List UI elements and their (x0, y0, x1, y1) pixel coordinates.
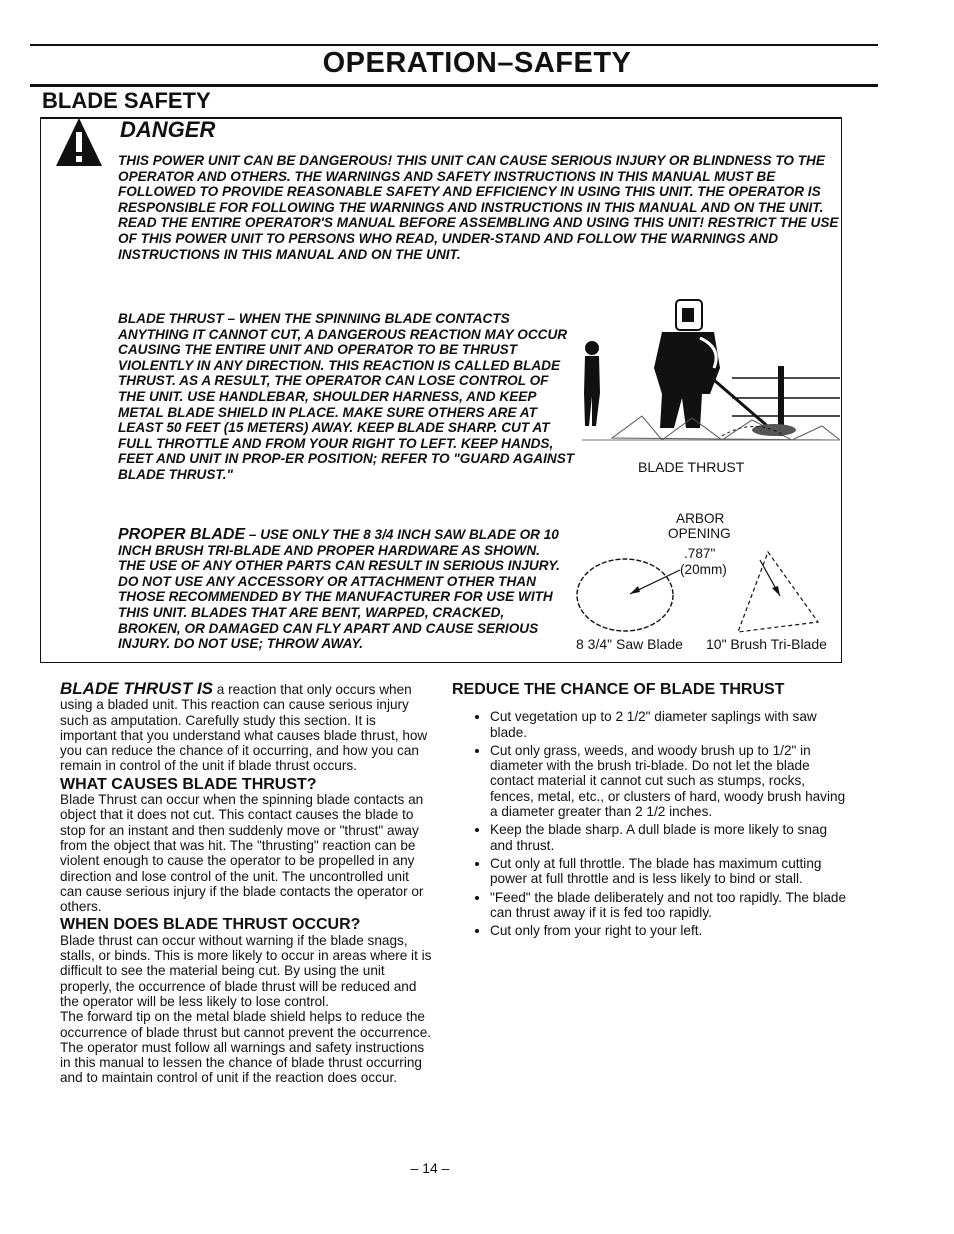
danger-label: DANGER (120, 117, 216, 142)
what-causes-text: Blade Thrust can occur when the spinning blade contacts an object that it does not cut. This contact causes the blade to stop for an instant and then suddenly move or "thrust" away from the object that was hit. The "thrusting" reaction can be violent enough to cause the operator to be propelled in any direction and lose control of the unit. The uncontrolled unit can cause serious injury if the blade contacts the operator or others. (60, 792, 424, 915)
saw-blade-caption: 8 3/4" Saw Blade (576, 636, 683, 652)
section-title: BLADE SAFETY (42, 88, 211, 113)
intro-lead: BLADE THRUST IS (60, 679, 213, 698)
arbor-label-line2: OPENING (668, 526, 731, 541)
heading-what-causes: WHAT CAUSES BLADE THRUST? (60, 775, 317, 793)
arbor-size: .787" (684, 546, 716, 561)
list-item: • Cut vegetation up to 2 1/2" diameter saplings with saw blade. (490, 709, 848, 740)
top-rule (30, 44, 878, 46)
list-item: • Keep the blade sharp. A dull blade is more likely to snag and thrust. (490, 822, 848, 853)
saw-and-tri-blade-illustration (570, 530, 840, 640)
danger-text: THIS POWER UNIT CAN BE DANGEROUS! THIS UNIT CAN CAUSE SERIOUS INJURY OR BLINDNESS TO THE OPERATOR AND OTHERS. THE WARNINGS AND SAFETY INSTRUCTIONS IN THIS MANUAL MUST BE FOLLOWED TO PROVIDE REASONABLE SAFETY AND EFFICIENCY IN USING THIS UNIT. THE OPERATOR IS RESPONSIBLE FOR FOLLOWING THE WARNINGS AND INSTRUCTIONS IN THIS MANUAL AND ON THE UNIT. READ THE ENTIRE OPERATOR'S MANUAL BEFORE ASSEMBLING AND USING THIS UNIT! RESTRICT THE USE OF THIS POWER UNIT TO PERSONS WHO READ, UNDER-STAND AND FOLLOW THE WARNINGS AND INSTRUCTIONS IN THIS MANUAL AND ON THE UNIT. (118, 153, 839, 262)
warning-triangle-icon (54, 116, 104, 168)
reduce-chance-list (452, 709, 848, 938)
page-number: – 14 – (410, 1160, 450, 1176)
heading-reduce-chance: REDUCE THE CHANCE OF BLADE THRUST (452, 681, 785, 698)
blade-thrust-warning: BLADE THRUST – WHEN THE SPINNING BLADE CONTACTS ANYTHING IT CANNOT CUT, A DANGEROUS REACTION MAY OCCUR CAUSING THE ENTIRE UNIT AND OPERATOR TO BE THRUST VIOLENTLY IN ANY DIRECTION. THIS REACTION IS CALLED BLADE THRUST. AS A RESULT, THE OPERATOR CAN LOSE CONTROL OF THE UNIT. USE HANDLEBAR, SHOULDER HARNESS, AND KEEP METAL BLADE SHIELD IN PLACE. MAKE SURE OTHERS ARE AT LEAST 50 FEET (15 METERS) AWAY. KEEP BLADE SHARP. CUT AT FULL THROTTLE AND FROM YOUR RIGHT TO LEFT. KEEP HANDS, FEET AND UNIT IN PROP-ER POSITION; REFER TO "GUARD AGAINST BLADE THRUST." (118, 311, 575, 482)
list-item: • Cut only at full throttle. The blade has maximum cutting power at full throttle and is less likely to bind or stall. (490, 856, 848, 887)
arbor-metric: (20mm) (680, 562, 727, 577)
left-column (60, 681, 432, 1086)
when-occur-text-1: Blade thrust can occur without warning if the blade snags, stalls, or binds. This is more likely to occur in areas where it is difficult to see the material being cut. By using the unit properly, the occurrence of blade thrust will be reduced and the operator will be less likely to lose control. (60, 932, 432, 1009)
list-item: • "Feed" the blade deliberately and not too rapidly. The blade can thrust away if it is fed too rapidly. (490, 890, 848, 921)
proper-blade-body: – USE ONLY THE 8 3/4 INCH SAW BLADE OR 10 INCH BRUSH TRI-BLADE AND PROPER HARDWARE AS SHOWN. THE USE OF ANY OTHER PARTS CAN RESULT IN SERIOUS INJURY. DO NOT USE ANY ACCESSORY OR ATTACHMENT OTHER THAN THOSE RECOMMENDED BY THE MANUFACTURER FOR USE WITH THIS UNIT. BLADES THAT ARE BENT, WARPED, CRACKED, BROKEN, OR DAMAGED CAN FLY APART AND CAUSE SERIOUS INJURY. DO NOT USE; THROW AWAY. (118, 527, 560, 652)
heading-when-occur: WHEN DOES BLADE THRUST OCCUR? (60, 916, 361, 934)
page-title: OPERATION–SAFETY (322, 47, 632, 79)
proper-blade-text (118, 527, 570, 652)
brush-tri-blade-caption: 10" Brush Tri-Blade (706, 636, 827, 652)
list-item: • Cut only from your right to your left. (490, 923, 848, 938)
intro-paragraph (60, 681, 432, 774)
title-rule (30, 84, 878, 87)
right-column (452, 682, 848, 941)
list-item: • Cut only grass, weeds, and woody brush up to 1/2" in diameter with the brush tri-blade. Do not let the blade contact material it cannot cut such as stumps, rocks, fences, metal, etc., or clusters of hard, woody brush having a diameter greater than 2 1/2 inches. (490, 743, 848, 819)
proper-blade-lead: PROPER BLADE (118, 526, 246, 543)
arbor-label-line1: ARBOR (676, 511, 725, 526)
operator-blade-thrust-illustration (582, 298, 840, 450)
intro-text: a reaction that only occurs when using a bladed unit. This reaction can cause serious injury such as amputation. Carefully study this section. It is important that you understand what causes blade thrust, how you can reduce the chance of it occurring, and how you can remain in control of the unit if blade thrust occurs. (60, 682, 428, 774)
blade-thrust-caption: BLADE THRUST (638, 459, 745, 475)
when-occur-text-2: The forward tip on the metal blade shield helps to reduce the occurrence of blade thrust but cannot prevent the occurrence. The operator must follow all warnings and safety instructions in this manual to lessen the chance of blade thrust occurring and to maintain control of unit if the reaction does occur. (60, 1009, 432, 1086)
